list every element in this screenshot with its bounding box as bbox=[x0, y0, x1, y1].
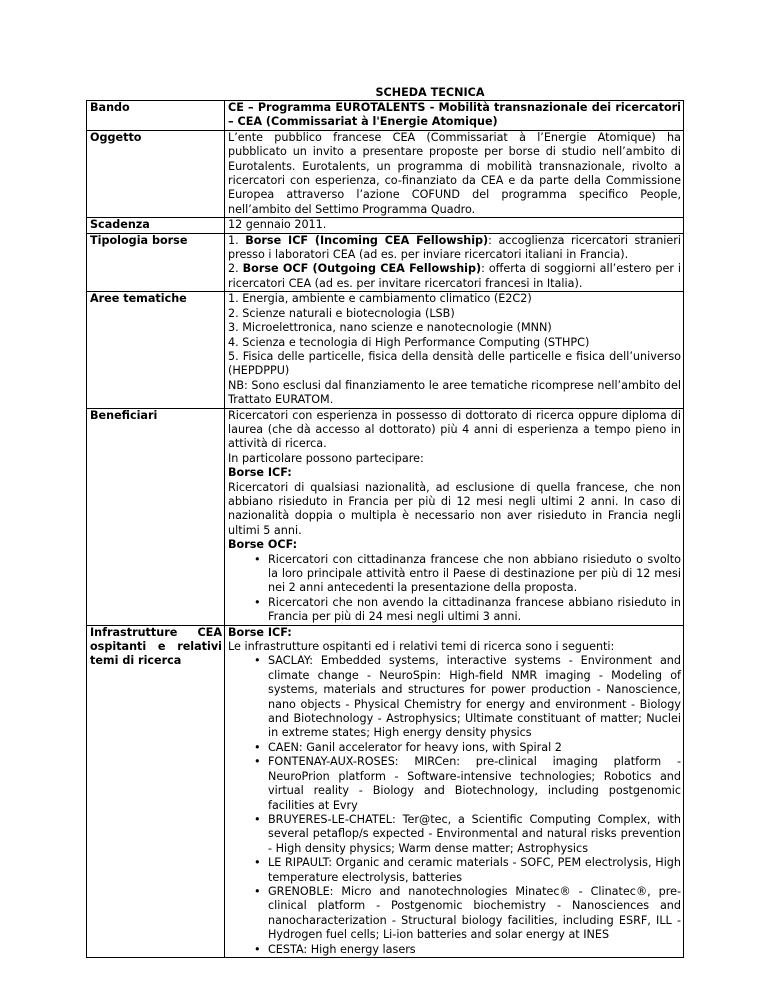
list-item: • GRENOBLE: Micro and nanotechnologies Minatec® - Clinatec®, pre-clinical platform - Postgenomic biochemistry - Nanosciences and nanocharacterization - Structural biology facilities, including ESRF, ILL - Hydrogen fuel cells; Li-ion batteries and solar energy at INES bbox=[268, 885, 681, 943]
infra-intro: Le infrastrutture ospitanti ed i relativi temi di ricerca sono i seguenti: bbox=[228, 640, 615, 654]
item-number: 1. bbox=[228, 233, 239, 247]
label-oggetto: Oggetto bbox=[87, 130, 225, 217]
label-tipologia: Tipologia borse bbox=[87, 233, 225, 292]
area-item: 1. Energia, ambiente e cambiamento climatico (E2C2) bbox=[228, 292, 532, 306]
label-beneficiari: Beneficiari bbox=[87, 408, 225, 625]
row-oggetto bbox=[87, 130, 684, 217]
row-scadenza bbox=[87, 218, 684, 233]
item-number: 2. bbox=[228, 262, 239, 276]
value-bando: CE – Programma EUROTALENTS - Mobilità transnazionale dei ricercatori – CEA (Commissariat à l'Energie Atomique) bbox=[225, 101, 684, 131]
area-note: NB: Sono esclusi dal finanziamento le aree tematiche ricomprese nell’ambito del Trattato EURATOM. bbox=[228, 378, 681, 407]
list-item: • BRUYERES-LE-CHATEL: Ter@tec, a Scientific Computing Complex, with several petaflop/s expected - Environmental and natural risks prevention - High density physics; Warm dense matter; Astrophysics bbox=[268, 813, 681, 856]
area-item: 2. Scienze naturali e biotecnologia (LSB) bbox=[228, 306, 455, 320]
area-item: 4. Scienza e tecnologia di High Performance Computing (STHPC) bbox=[228, 335, 590, 349]
row-infrastrutture bbox=[87, 625, 684, 957]
row-aree bbox=[87, 292, 684, 408]
value-aree bbox=[225, 292, 684, 408]
infra-heading: Borse ICF: bbox=[228, 625, 292, 639]
technical-sheet bbox=[86, 86, 684, 958]
beneficiari-intro-2: In particolare possono partecipare: bbox=[228, 451, 424, 465]
list-item: • SACLAY: Embedded systems, interactive systems - Environment and climate change - NeuroSpin: High-field NMR imaging - Modeling of systems, materials and structures for power production - Nanoscience, nano objects - Physical Chemistry for energy and environment - Biology and Biotechnology - Astrophysics; Ultimate constituant of matter; Nuclei in extreme states; High energy density physics bbox=[268, 654, 681, 740]
list-item: • Ricercatori con cittadinanza francese che non abbiano risieduto o svolto la loro principale attività entro il Paese di destinazione per più di 12 mesi nei 2 anni antecedenti la presentazione della proposta. bbox=[268, 553, 681, 596]
item-text: : offerta di soggiorni all’estero per i ricercatori CEA (ad es. per invitare ricercatori francesi in Italia). bbox=[228, 262, 681, 290]
ocf-list bbox=[228, 553, 681, 625]
item-title: Borse ICF (Incoming CEA Fellowship) bbox=[245, 233, 489, 247]
value-scadenza: 12 gennaio 2011. bbox=[225, 218, 684, 233]
ocf-heading: Borse OCF: bbox=[228, 538, 298, 552]
infra-list bbox=[228, 654, 681, 957]
info-table bbox=[86, 100, 684, 958]
tipologia-item-icf bbox=[228, 234, 681, 263]
row-tipologia bbox=[87, 233, 684, 292]
row-bando bbox=[87, 101, 684, 131]
beneficiari-intro: Ricercatori con esperienza in possesso di dottorato di ricerca oppure diploma di laurea (che dà accesso al dottorato) più 4 anni di esperienza a tempo pieno in attività di ricerca. bbox=[228, 408, 681, 451]
area-item: 5. Fisica delle particelle, fisica della densità delle particelle e fisica dell’universo (HEPDPPU) bbox=[228, 349, 681, 378]
list-item: • CESTA: High energy lasers bbox=[268, 943, 681, 957]
label-aree: Aree tematiche bbox=[87, 292, 225, 408]
icf-heading: Borse ICF: bbox=[228, 466, 292, 480]
item-title: Borse OCF (Outgoing CEA Fellowship) bbox=[242, 262, 482, 276]
value-infrastrutture bbox=[225, 625, 684, 957]
label-bando: Bando bbox=[87, 101, 225, 131]
value-oggetto: L’ente pubblico francese CEA (Commissariat à l’Energie Atomique) ha pubblicato un invito a presentare proposte per borse di studio nell’ambito di Eurotalents. Eurotalents, un programma di mobilità transnazionale, rivolto a ricercatori con esperienza, co-finanziato da CEA e da parte della Commissione Europea attraverso l’azione COFUND del programma specifico People, nell’ambito del Settimo Programma Quadro. bbox=[225, 130, 684, 217]
list-item: • CAEN: Ganil accelerator for heavy ions, with Spiral 2 bbox=[268, 741, 681, 755]
icf-text: Ricercatori di qualsiasi nazionalità, ad esclusione di quella francese, che non abbiano risieduto in Francia per più di 12 mesi negli ultimi 2 anni. In caso di nazionalità doppia o multipla è necessario non aver risieduto in Francia negli ultimi 5 anni. bbox=[228, 480, 681, 537]
tipologia-item-ocf bbox=[228, 262, 681, 291]
row-beneficiari bbox=[87, 408, 684, 625]
list-item: • FONTENAY-AUX-ROSES: MIRCen: pre-clinical imaging platform - NeuroPrion platform - Software-intensive technologies; Robotics and virtual reality - Biology and Biotechnology, including postgenomic facilities at Evry bbox=[268, 755, 681, 813]
label-scadenza: Scadenza bbox=[87, 218, 225, 233]
item-text: : accoglienza ricercatori stranieri presso i laboratori CEA (ad es. per inviare ricercatori italiani in Francia). bbox=[228, 233, 681, 262]
label-infrastrutture: Infrastrutture CEA ospitanti e relativi temi di ricerca bbox=[87, 625, 225, 957]
value-tipologia bbox=[225, 233, 684, 292]
area-item: 3. Microelettronica, nano scienze e nanotecnologie (MNN) bbox=[228, 321, 552, 335]
list-item: • Ricercatori che non avendo la cittadinanza francese abbiano risieduto in Francia per più di 24 mesi negli ultimi 3 anni. bbox=[268, 596, 681, 625]
list-item: • LE RIPAULT: Organic and ceramic materials - SOFC, PEM electrolysis, High temperature electrolysis, batteries bbox=[268, 856, 681, 885]
value-beneficiari bbox=[225, 408, 684, 625]
page-title: SCHEDA TECNICA bbox=[375, 86, 485, 99]
